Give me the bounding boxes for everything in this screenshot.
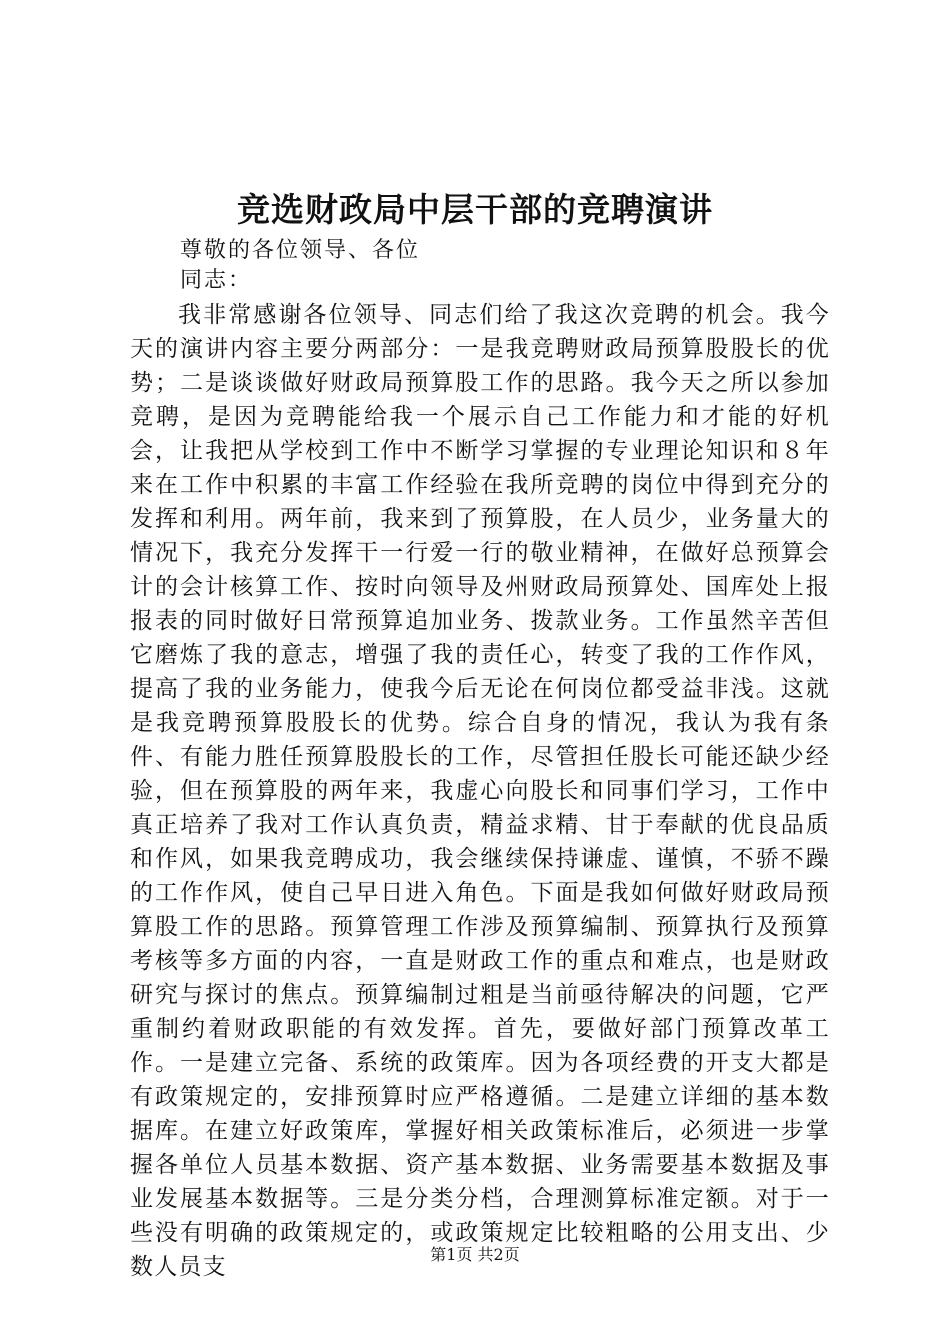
salutation <box>180 236 480 296</box>
body-paragraph: 我非常感谢各位领导、同志们给了我这次竞聘的机会。我今天的演讲内容主要分两部分：一是我竞聘财政局预算股股长的优势；二是谈谈做好财政局预算股工作的思路。我今天之所以参加竞聘，是因为竞聘能给我一个展示自己工作能力和才能的好机会，让我把从学校到工作中不断学习掌握的专业理论知识和８年来在工作中积累的丰富工作经验在我所竞聘的岗位中得到充分的发挥和利用。两年前，我来到了预算股，在人员少，业务量大的情况下，我充分发挥干一行爱一行的敬业精神，在做好总预算会计的会计核算工作、按时向领导及州财政局预算处、国库处上报报表的同时做好日常预算追加业务、拨款业务。工作虽然辛苦但它磨炼了我的意志，增强了我的责任心，转变了我的工作作风，提高了我的业务能力，使我今后无论在何岗位都受益非浅。这就是我竞聘预算股股长的优势。综合自身的情况，我认为我有条件、有能力胜任预算股股长的工作，尽管担任股长可能还缺少经验，但在预算股的两年来，我虚心向股长和同事们学习，工作中真正培养了我对工作认真负责，精益求精、甘于奉献的优良品质和作风，如果我竞聘成功，我会继续保持谦虚、谨慎，不骄不躁的工作作风，使自己早日进入角色。下面是我如何做好财政局预算股工作的思路。预算管理工作涉及预算编制、预算执行及预算考核等多方面的内容，一直是财政工作的重点和难点，也是财政研究与探讨的焦点。预算编制过粗是当前亟待解决的问题，它严重制约着财政职能的有效发挥。首先，要做好部门预算改革工作。一是建立完备、系统的政策库。因为各项经费的开支大都是有政策规定的，安排预算时应严格遵循。二是建立详细的基本数据库。在建立好政策库，掌握好相关政策标准后，必须进一步掌握各单位人员基本数据、资产基本数据、业务需要基本数据及事业发展基本数据等。三是分类分档，合理测算标准定额。对于一些没有明确的政策规定的，或政策规定比较粗略的公用支出、少数人员支 <box>130 302 830 1280</box>
salutation-line-2: 同志： <box>180 268 253 293</box>
document-title: 竞选财政局中层干部的竞聘演讲 <box>237 190 713 229</box>
salutation-line-1: 尊敬的各位领导、各位 <box>180 238 421 263</box>
page-number-footer: 第1页 共2页 <box>430 1245 520 1264</box>
